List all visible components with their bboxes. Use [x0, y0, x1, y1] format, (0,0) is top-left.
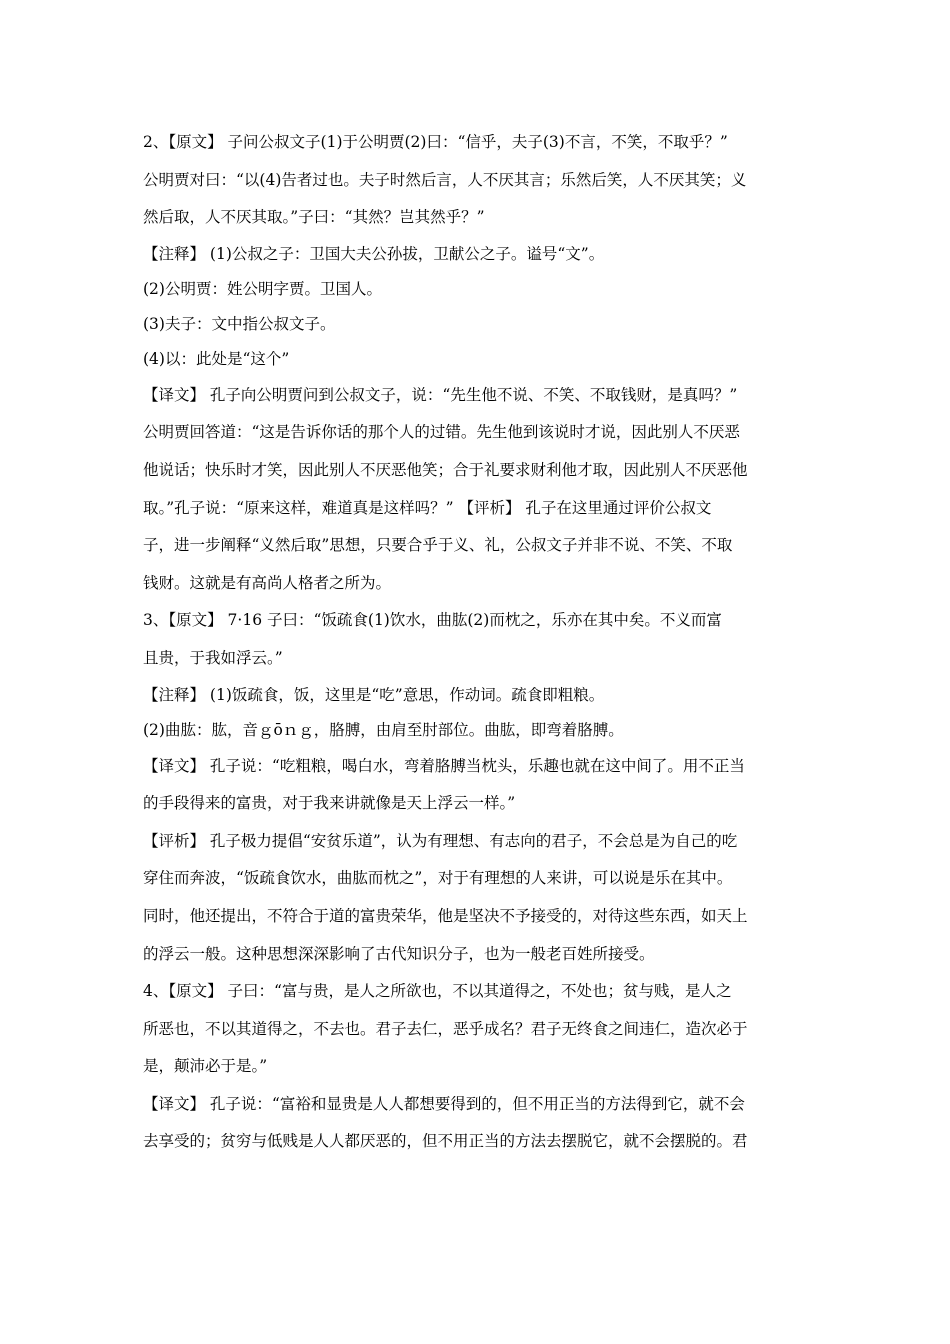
text-line: 子，进一步阐释“义然后取”思想，只要合乎于义、礼，公叔文子并非不说、不笑、不取	[143, 536, 733, 555]
text-line: 【译文】 孔子说：“富裕和显贵是人人都想要得到的，但不用正当的方法得到它，就不会	[143, 1094, 745, 1113]
text-line: 【评析】 孔子极力提倡“安贫乐道”，认为有理想、有志向的君子，不会总是为自己的吃	[143, 831, 738, 850]
text-line: 取。”孔子说：“原来这样，难道真是这样吗？” 【评析】 孔子在这里通过评价公叔文	[143, 498, 712, 517]
text-line: 【注释】 (1)饭疏食，饭，这里是“吃”意思，作动词。疏食即粗粮。	[143, 685, 605, 704]
text-line: 公明贾对曰：“以(4)告者过也。夫子时然后言，人不厌其言；乐然后笑，人不厌其笑；义	[143, 170, 747, 189]
text-line: 【注释】 (1)公叔之子：卫国大夫公孙拔，卫献公之子。谥号“文”。	[143, 244, 605, 263]
text-line: 同时，他还提出，不符合于道的富贵荣华，他是坚决不予接受的，对待这些东西，如天上	[143, 906, 748, 925]
text-line: 3、【原文】 7·16 子曰：“饭疏食(1)饮水，曲肱(2)而枕之，乐亦在其中矣。不义而富	[143, 611, 722, 630]
text-line: 穿住而奔波，“饭疏食饮水，曲肱而枕之”，对于有理想的人来讲，可以说是乐在其中。	[143, 869, 733, 888]
text-line: 是，颠沛必于是。”	[143, 1057, 268, 1076]
text-line: (3)夫子：文中指公叔文子。	[143, 314, 336, 333]
text-line: 【译文】 孔子说：“吃粗粮，喝白水，弯着胳膊当枕头，乐趣也就在这中间了。用不正当	[143, 756, 745, 775]
text-line: 去享受的；贫穷与低贱是人人都厌恶的，但不用正当的方法去摆脱它，就不会摆脱的。君	[143, 1132, 748, 1151]
text-line: (4)以：此处是“这个”	[143, 349, 290, 368]
text-line: 的浮云一般。这种思想深深影响了古代知识分子，也为一般老百姓所接受。	[143, 944, 655, 963]
text-line: 钱财。这就是有高尚人格者之所为。	[143, 573, 392, 592]
document-body	[143, 124, 813, 1161]
text-line: 2、【原文】 子问公叔文子(1)于公明贾(2)曰：“信乎，夫子(3)不言，不笑，不取乎？”	[143, 133, 728, 151]
text-line: (2)公明贾：姓公明字贾。卫国人。	[143, 279, 382, 298]
text-line: 然后取，人不厌其取。”子曰：“其然？岂其然乎？”	[143, 208, 485, 227]
text-line: 且贵，于我如浮云。”	[143, 648, 283, 667]
text-line: (2)曲肱：肱，音ｇōｎｇ，胳膊，由肩至肘部位。曲肱，即弯着胳膊。	[143, 720, 624, 739]
text-line: 他说话；快乐时才笑，因此别人不厌恶他笑；合于礼要求财利他才取，因此别人不厌恶他	[143, 460, 748, 479]
text-line: 的手段得来的富贵，对于我来讲就像是天上浮云一样。”	[143, 794, 516, 813]
text-line: 4、【原文】 子曰：“富与贵，是人之所欲也，不以其道得之，不处也；贫与贱，是人之	[143, 982, 732, 1001]
text-line: 所恶也，不以其道得之，不去也。君子去仁，恶乎成名？君子无终食之间违仁，造次必于	[143, 1019, 748, 1038]
text-line: 【译文】 孔子向公明贾问到公叔文子，说：“先生他不说、不笑、不取钱财，是真吗？”	[143, 385, 738, 404]
text-line: 公明贾回答道：“这是告诉你话的那个人的过错。先生他到该说时才说，因此别人不厌恶	[143, 423, 740, 442]
